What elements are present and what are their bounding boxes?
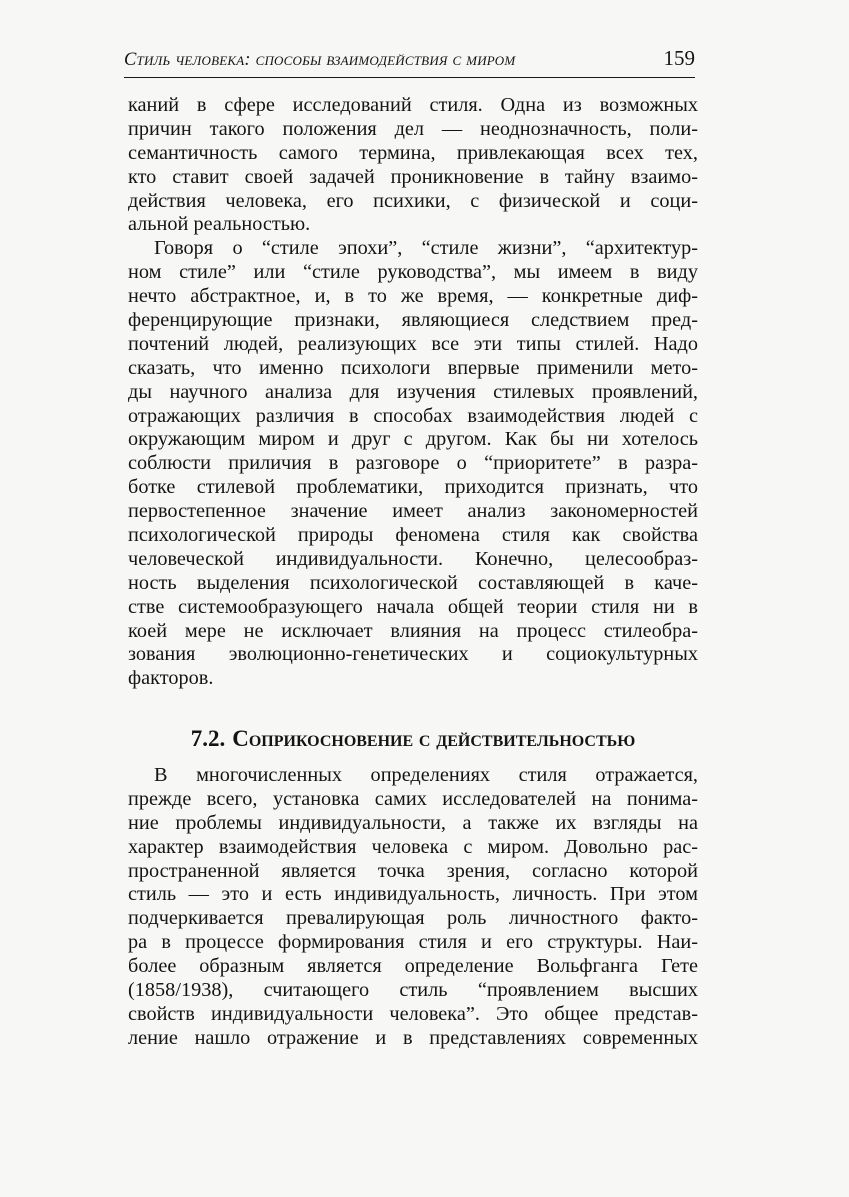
text-line: В многочисленных определениях стиля отражается, (154, 764, 698, 786)
text-line: человеческой индивидуальности. Конечно, целесообраз- (128, 547, 698, 570)
text-line: (1858/1938), считающего стиль “проявлением высших (128, 979, 698, 1002)
text-line: ние проблемы индивидуальности, а также их взгляды на (128, 811, 698, 834)
text-line: стве системообразующего начала общей теории стиля ни в (128, 595, 698, 618)
text-line: почтений людей, реализующих все эти типы стилей. Надо (128, 332, 698, 355)
text-line: стиль — это и есть индивидуальность, личность. При этом (128, 883, 698, 906)
text-line: отражающих различия в способах взаимодействия людей с (128, 404, 698, 427)
text-line: пространенной является точка зрения, согласно которой (128, 859, 698, 882)
text-block-bottom (128, 764, 698, 1051)
text-line: ференцирующие признаки, являющиеся следствием пред- (128, 309, 698, 332)
text-line: альной реальностью. (128, 213, 311, 236)
text-line: семантичность самого термина, привлекающая всех тех, (128, 141, 698, 164)
paragraph-continued (128, 94, 698, 237)
paragraph-styles (128, 237, 698, 691)
text-line: Говоря о “стиле эпохи”, “стиле жизни”, “архитектур- (154, 237, 698, 260)
text-line: зования эволюционно-генетических и социокультурных (128, 643, 698, 666)
section-title: Соприкосновение с действительностью (232, 726, 636, 751)
text-line: ление нашло отражение и в представлениях современных (128, 1026, 698, 1049)
text-block-top (128, 94, 698, 691)
text-line: действия человека, его психики, с физической и соци- (128, 189, 698, 212)
text-line: окружающим миром и друг с другом. Как бы ни хотелось (128, 428, 698, 451)
text-line: психологической природы феномена стиля как свойства (128, 524, 698, 547)
text-line: факторов. (128, 667, 214, 690)
text-line: первостепенное значение имеет анализ закономерностей (128, 500, 698, 523)
text-line: нечто абстрактное, и, в то же время, — конкретные диф- (128, 285, 698, 308)
section-number: 7.2. (190, 726, 226, 751)
section-heading (128, 724, 698, 754)
text-line: прежде всего, установка самих исследователей на понима- (128, 787, 698, 810)
text-line: соблюсти приличия в разговоре о “приоритете” в разра- (128, 452, 698, 475)
text-line: кто ставит своей задачей проникновение в тайну взаимо- (128, 165, 698, 188)
text-line: ном стиле” или “стиле руководства”, мы имеем в виду (128, 261, 698, 284)
running-title: Стиль человека: способы взаимодействия с миром (124, 50, 516, 70)
text-line: подчеркивается превалирующая роль личностного факто- (128, 907, 698, 930)
text-line: свойств индивидуальности человека”. Это общее представ- (128, 1002, 698, 1025)
text-line: коей мере не исключает влияния на процесс стилеобра- (128, 619, 698, 642)
header-rule (124, 77, 695, 78)
text-line: характер взаимодействия человека с миром. Довольно рас- (128, 835, 698, 858)
text-line: ды научного анализа для изучения стилевых проявлений, (128, 380, 698, 403)
text-line: сказать, что именно психологи впервые применили мето- (128, 356, 698, 379)
paragraph-definitions (128, 764, 698, 1051)
text-line: ность выделения психологической составляющей в каче- (128, 571, 698, 594)
text-line: каний в сфере исследований стиля. Одна из возможных (128, 94, 698, 116)
text-line: более образным является определение Вольфганга Гете (128, 955, 698, 978)
text-line: ботке стилевой проблематики, приходится признать, что (128, 476, 698, 499)
page-number: 159 (663, 46, 695, 70)
running-header (124, 44, 695, 74)
text-line: ра в процессе формирования стиля и его структуры. Наи- (128, 931, 698, 954)
text-line: причин такого положения дел — неоднозначность, поли- (128, 117, 698, 140)
